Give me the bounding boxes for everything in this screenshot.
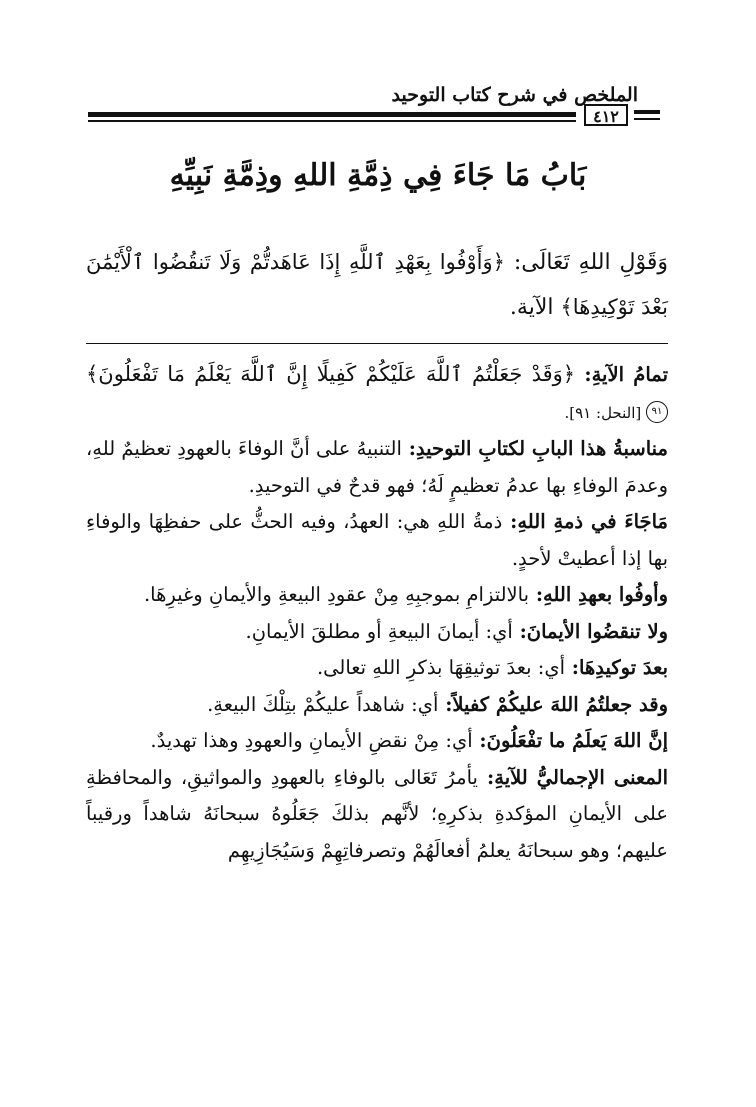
paragraph-lead: مناسبةُ هذا البابِ لكتابِ التوحيدِ: xyxy=(401,437,668,460)
header-dash-thin xyxy=(634,118,660,120)
paragraph-lead: وأوفُوا بعهدِ اللهِ: xyxy=(529,583,668,606)
commentary-paragraph xyxy=(86,687,668,724)
commentary xyxy=(86,356,668,869)
paragraph-lead: ولا تنقضُوا الأيمانَ: xyxy=(512,619,668,643)
ayah-number-mark: ٩١ xyxy=(646,401,668,423)
paragraph-lead: وقد جعلتُمُ اللهَ عليكُمْ كفيلاً: xyxy=(438,692,668,716)
paragraph-text: بالالتزامِ بموجبِهِ مِنْ عقودِ البيعةِ والأيمانِ وغيرِهَا. xyxy=(143,583,530,606)
paragraph-text: أي: مِنْ نقضِ الأيمانِ والعهودِ وهذا تهديدٌ. xyxy=(150,729,473,752)
quran-text: ﴿وَقَدْ جَعَلْتُمُ ٱللَّهَ عَلَيْكُمْ كَفِيلًا إِنَّ ٱللَّهَ يَعْلَمُ مَا تَفْعَلُونَ﴾ xyxy=(86,362,576,386)
header-rule-thin xyxy=(88,120,576,122)
commentary-paragraph xyxy=(86,577,668,614)
paragraph-lead: تمامُ الآيةِ: xyxy=(575,363,668,386)
commentary-paragraph xyxy=(86,614,668,651)
verse-text: ﴿وَأَوْفُوا بِعَهْدِ ٱللَّهِ إِذَا عَاهَدتُّمْ وَلَا تَنقُضُوا ٱلْأَيْمَٰنَ بَعْدَ تَوْكِيدِهَا﴾ xyxy=(86,250,668,319)
commentary-paragraph xyxy=(86,650,668,687)
page-number: ٤١٢ xyxy=(584,104,628,126)
header-dash xyxy=(634,110,660,114)
paragraph-text: التنبيهُ على أنَّ الوفاءَ بالعهودِ تعظيمٌ للهِ، وعدمَ الوفاءِ بها عدمُ تعظيمٍ لَهُ؛ فهو قدحٌ في التوحيدِ. xyxy=(86,437,668,497)
commentary-paragraph xyxy=(86,431,668,504)
verse-intro: وَقَوْلِ اللهِ تَعَالَى: xyxy=(504,250,668,275)
paragraph-text: يأمرُ تَعَالى بالوفاءِ بالعهودِ والمواثيقِ، والمحافظةِ على الأيمانِ المؤكدةِ بذكرِهِ؛ لأنَّهم بذلكَ جَعَلُوهُ سبحانَهُ شاهداً ورقيباً عليهم؛ وهو سبحانَهُ يعلمُ أفعالَهُمْ وتصرفاتِهِمْ وَسَيُجَازِيهِم xyxy=(86,765,668,862)
paragraph-text: أي: شاهداً عليكُمْ بتِلْكَ البيعةِ. xyxy=(207,692,439,716)
commentary-paragraph xyxy=(86,760,668,870)
paragraph-lead: المعنى الإجماليُّ للآيةِ: xyxy=(477,765,669,789)
chapter-title: بَابُ مَا جَاءَ فِي ذِمَّةِ اللهِ وذِمَّةِ نَبِيِّهِ xyxy=(169,158,587,193)
header-rule-thick xyxy=(88,112,576,117)
paragraph-text: أي: أيمانَ البيعةِ أو مطلقَ الأيمانِ. xyxy=(245,619,513,643)
paragraph-text: أي: بعدَ توثيقِهَا بذكرِ اللهِ تعالى. xyxy=(316,656,566,679)
section-separator xyxy=(86,343,668,344)
commentary-paragraph xyxy=(86,504,668,577)
commentary-paragraph xyxy=(86,723,668,760)
paragraph-lead: بعدَ توكيدِهَا: xyxy=(565,656,668,679)
verse-suffix: الآية. xyxy=(509,295,561,320)
running-title: الملخص في شرح كتاب التوحيد xyxy=(391,84,638,106)
quran-reference: [النحل: ٩١]. xyxy=(564,403,646,422)
paragraph-text: ذمةُ اللهِ هي: العهدُ، وفيه الحثُّ على حفظِهَا والوفاءِ بها إذا أعطيتْ لأحدٍ. xyxy=(86,510,668,570)
verse-block xyxy=(86,240,668,330)
paragraph-lead: إنَّ اللهَ يَعلَمُ ما تفْعَلُونَ: xyxy=(472,729,668,752)
paragraph-lead: مَاجَاءَ في ذمةِ اللهِ: xyxy=(502,510,668,533)
commentary-paragraph xyxy=(86,356,668,431)
